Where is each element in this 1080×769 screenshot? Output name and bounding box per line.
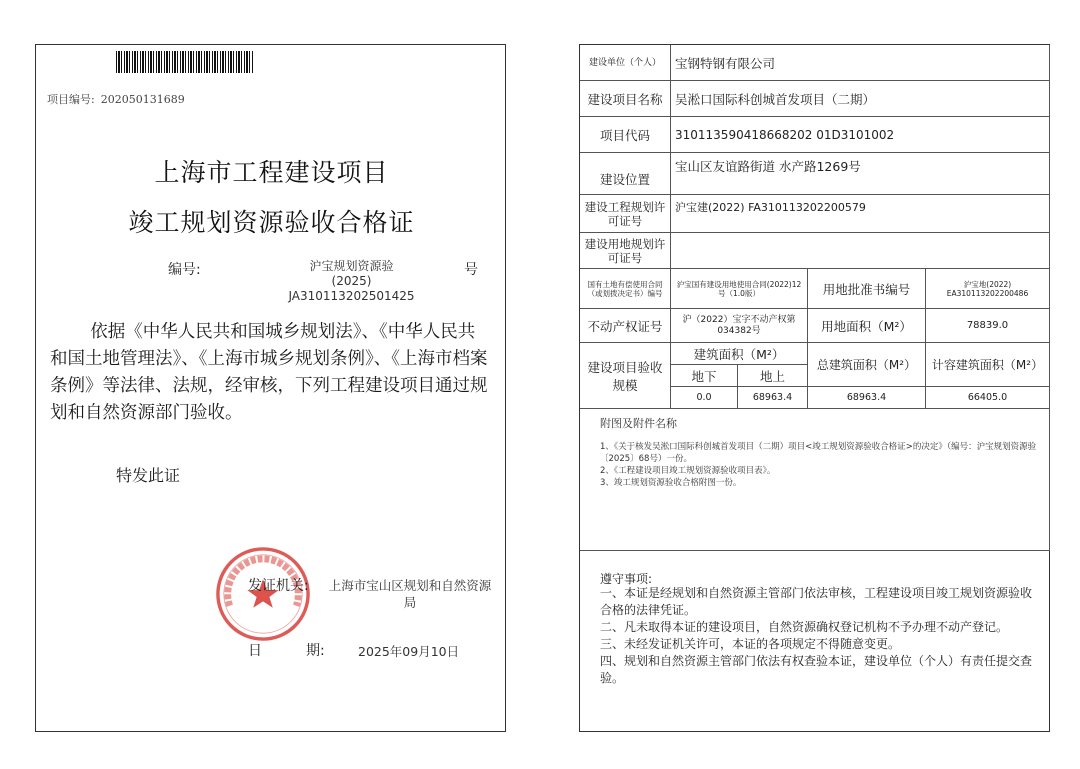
- permit-label: 建设工程规划许可证号: [580, 195, 671, 233]
- approval-value: 沪宝地(2022) EA310113202200486: [926, 269, 1050, 309]
- notice-item: 二、凡未取得本证的建设项目，自然资源确权登记机构不予办理不动产登记。: [600, 620, 1009, 634]
- attachment-item: 3、竣工规划资源验收合格附图一份。: [600, 478, 742, 488]
- notice-item: 三、未经发证机关许可，本证的各项规定不得随意变更。: [600, 637, 901, 651]
- total-area-value: 68963.4: [808, 387, 926, 409]
- project-code-value: 310113590418668202 01D3101002: [671, 117, 1050, 153]
- land-contract-value: 沪宝国有建设用地使用合同(2022)12号（1.0版）: [671, 269, 808, 309]
- project-number: [47, 91, 185, 107]
- land-permit-label: 建设用地规划许可证号: [580, 233, 671, 269]
- aboveground-label: 地上: [738, 365, 808, 387]
- notice-item: 一、本证是经规划和自然资源主管部门依法审核，工程建设项目竣工规划资源验收合格的法律凭证。: [600, 586, 1033, 617]
- project-number-label: 项目编号:: [47, 93, 95, 106]
- land-area-value: 78839.0: [926, 309, 1050, 343]
- unit-value: 宝钢特钢有限公司: [671, 45, 1050, 81]
- issue-date: 2025年09月10日: [358, 644, 460, 659]
- notice-item: 四、规划和自然资源主管部门依法有权查验本证，建设单位（个人）有责任提交查验。: [600, 654, 1033, 685]
- property-value: 沪（2022）宝字不动产权第034382号: [671, 309, 808, 343]
- certificate-details-page: [579, 44, 1050, 732]
- permit-value: 沪宝建(2022) FA310113202200579: [671, 195, 1050, 233]
- certificate-front-page: [35, 44, 506, 732]
- certificate-title-line1: 上海市工程建设项目: [154, 158, 389, 187]
- legal-basis-paragraph: 依据《中华人民共和国城乡规划法》、《中华人民共和国土地管理法》、《上海市城乡规划条例》、《上海市档案条例》等法律、法规，经审核，下列工程建设项目通过规划和自然资源部门验收。: [50, 322, 488, 423]
- date-label-part2: 期:: [306, 643, 325, 659]
- land-contract-label: 国有土地有偿使用合同（或划拨决定书）编号: [580, 269, 671, 309]
- far-area-value: 66405.0: [926, 387, 1050, 409]
- underground-label: 地下: [671, 365, 738, 387]
- land-permit-value: [671, 233, 1050, 269]
- issuer-label: 发证机关:: [248, 578, 309, 594]
- certificate-code-suffix: 号: [464, 262, 478, 278]
- total-area-label: 总建筑面积（M²）: [808, 343, 926, 387]
- notice-list: [600, 585, 1040, 687]
- project-name-value: 吴淞口国际科创城首发项目（二期）: [671, 81, 1050, 117]
- notice-title: 遵守事项:: [600, 572, 653, 586]
- unit-label: 建设单位（个人）: [580, 45, 671, 81]
- attachments-title: 附图及附件名称: [600, 417, 677, 430]
- certificate-code-label: 编号:: [168, 262, 201, 278]
- approval-label: 用地批准书编号: [808, 269, 926, 309]
- scale-label: 建设项目验收规模: [580, 343, 671, 409]
- issue-statement: 特发此证: [116, 466, 181, 485]
- property-label: 不动产权证号: [580, 309, 671, 343]
- project-name-label: 建设项目名称: [580, 81, 671, 117]
- location-label: 建设位置: [580, 153, 671, 195]
- project-number-value: 202050131689: [100, 93, 185, 106]
- far-area-label: 计容建筑面积（M²）: [926, 343, 1050, 387]
- certificate-title-line2: 竣工规划资源验收合格证: [128, 208, 415, 237]
- certificate-code-line1: 沪宝规划资源验: [309, 259, 394, 273]
- issuer-value: 上海市宝山区规划和自然资源局: [328, 578, 492, 610]
- underground-value: 0.0: [671, 387, 738, 409]
- location-value: 宝山区友谊路街道 水产路1269号: [671, 153, 1050, 195]
- date-label-part1: 日: [248, 643, 262, 659]
- certificate-code-line2: (2025) JA310113202501425: [288, 274, 415, 303]
- building-area-label: 建筑面积（M²）: [671, 343, 808, 365]
- attachments-list: [600, 441, 1048, 489]
- attachment-item: 1、《关于核发吴淞口国际科创城首发项目（二期）项目<竣工规划资源验收合格证>的决定》（编号：沪宝规划资源验〔2025〕68号）一份。: [600, 442, 1037, 464]
- attachment-item: 2、《工程建设项目竣工规划资源验收项目表》。: [600, 466, 776, 476]
- barcode: [116, 51, 253, 73]
- project-code-label: 项目代码: [580, 117, 671, 153]
- date-label: [248, 640, 325, 660]
- aboveground-value: 68963.4: [738, 387, 808, 409]
- certificate-code-value: [269, 259, 434, 304]
- land-area-label: 用地面积（M²）: [808, 309, 926, 343]
